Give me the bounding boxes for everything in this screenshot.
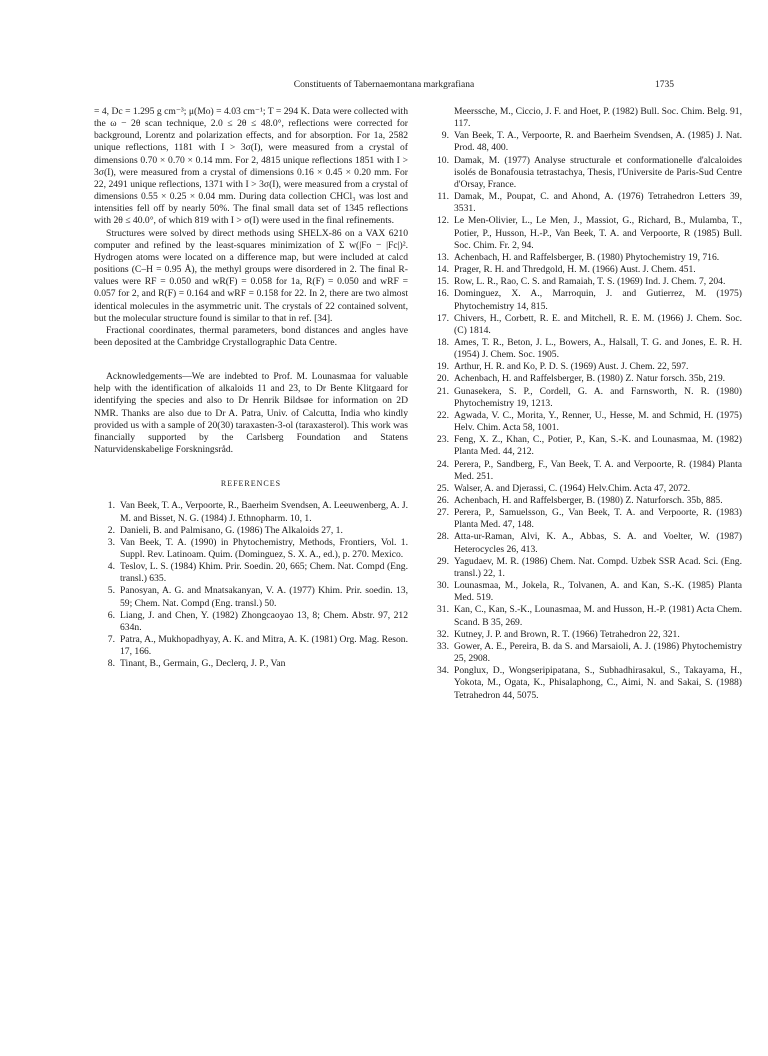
reference-item — [428, 361, 742, 373]
reference-text: Tinant, B., Germain, G., Declerq, J. P., Van — [120, 658, 286, 670]
acknowledgements-paragraph: Acknowledgements—We are indebted to Prof. M. Lounasmaa for valuable help with the identification of alkaloids 11 and 23, to Dr Bente Klitgaard for identifying the species and also to Dr Henrik Bildsøe for information on 2D NMR. Thanks are also due to Dr A. Patra, Univ. of Calcutta, India who kindly provided us with a sample of 20(30) taraxasten-3-ol (taraxasterol). This work was financially supported by the Carlsberg Foundation and Statens Naturvidenskabelige Forskningsråd. — [94, 371, 408, 456]
reference-text: Van Beek, T. A., Verpoorte, R. and Baerheim Svendsen, A. (1985) J. Nat. Prod. 48, 400. — [454, 130, 742, 154]
reference-number: 4. — [107, 561, 115, 573]
reference-number: 26. — [437, 495, 449, 506]
reference-number: 2. — [107, 524, 115, 536]
reference-item — [428, 580, 742, 604]
reference-text: Meerssche, M., Ciccio, J. F. and Hoet, P. (1982) Bull. Soc. Chim. Belg. 91, 117. — [454, 106, 742, 130]
reference-text: Perera, P., Sandberg, F., Van Beek, T. A. and Verpoorte, R. (1984) Planta Med. 251. — [454, 458, 742, 482]
reference-number: 9. — [441, 130, 449, 142]
reference-number: 15. — [437, 276, 449, 288]
reference-item — [428, 313, 742, 337]
reference-text: Damak, M., Poupat, C. and Ahond, A. (1976) Tetrahedron Letters 39, 3531. — [454, 191, 742, 215]
reference-text: Agwada, V. C., Morita, Y., Renner, U., Hesse, M. and Schmid, H. (1975) Helv. Chim. Acta 58, 1001. — [454, 409, 742, 434]
reference-item — [428, 410, 742, 434]
reference-number: 32. — [437, 628, 449, 640]
page-number: 1735 — [655, 80, 674, 90]
reference-item — [428, 556, 742, 580]
reference-text: Patra, A., Mukhopadhyay, A. K. and Mitra, A. K. (1981) Org. Mag. Reson. 17, 166. — [120, 634, 408, 658]
reference-number: 29. — [437, 555, 449, 567]
reference-text: Lounasmaa, M., Jokela, R., Tolvanen, A. and Kan, S.-K. (1985) Planta Med. 519. — [454, 580, 742, 604]
reference-item — [94, 610, 408, 634]
reference-item — [428, 191, 742, 215]
reference-number: 22. — [437, 409, 449, 421]
reference-item — [428, 629, 742, 641]
reference-text: Chivers, H., Corbett, R. E. and Mitchell, R. E. M. (1966) J. Chem. Soc. (C) 1814. — [454, 312, 742, 336]
reference-number: 7. — [107, 634, 115, 646]
reference-text: Walser, A. and Djerassi, C. (1964) Helv.Chim. Acta 47, 2072. — [454, 482, 691, 494]
reference-number: 6. — [107, 609, 115, 621]
reference-item — [428, 434, 742, 458]
reference-text: Achenbach, H. and Raffelsberger, B. (1980) Phytochemistry 19, 716. — [454, 251, 720, 263]
running-title: Constituents of Tabernaemontana markgrafiana — [293, 80, 475, 90]
deposition-paragraph: Fractional coordinates, thermal parameters, bond distances and angles have been deposited at the Cambridge Crystallographic Data Centre. — [94, 324, 408, 348]
reference-text: Kutney, J. P. and Brown, R. T. (1966) Tetrahedron 22, 321. — [454, 628, 680, 640]
reference-item — [428, 665, 742, 701]
reference-text: Achenbach, H. and Raffelsberger, B. (1980) Z. Natur forsch. 35b, 219. — [454, 373, 726, 385]
reference-number: 19. — [437, 361, 449, 373]
reference-item — [428, 215, 742, 251]
reference-text: Van Beek, T. A. (1990) in Phytochemistry, Methods, Frontiers, Vol. 1. Suppl. Rev. Latinoam. Quim. (Dominguez, S. X. A., ed.), p. 270. Mexico. — [120, 536, 408, 560]
reference-item — [428, 337, 742, 361]
reference-item — [94, 525, 408, 537]
reference-text: Arthur, H. R. and Ko, P. D. S. (1969) Aust. J. Chem. 22, 597. — [454, 361, 689, 373]
reference-item — [428, 155, 742, 191]
reference-item — [428, 495, 742, 507]
reference-number: 27. — [437, 507, 449, 519]
reference-item — [428, 604, 742, 628]
reference-item — [428, 276, 742, 288]
reference-text: Liang, J. and Chen, Y. (1982) Zhongcaoyao 13, 8; Chem. Abstr. 97, 212 634n. — [120, 609, 408, 633]
left-column — [94, 106, 408, 671]
reference-text: Kan, C., Kan, S.-K., Lounasmaa, M. and Husson, H.-P. (1981) Acta Chem. Scand. B 35, 269. — [454, 604, 742, 628]
reference-number: 34. — [437, 665, 449, 677]
reference-text: Van Beek, T. A., Verpoorte, R., Baerheim Svendsen, A. Leeuwenberg, A. J. M. and Bisset, N. G. (1984) J. Ethnopharm. 10, 1. — [120, 500, 408, 524]
reference-number: 1. — [107, 500, 115, 512]
reference-number: 8. — [107, 658, 115, 670]
reference-number: 31. — [437, 604, 449, 616]
reference-item — [94, 500, 408, 524]
reference-number: 33. — [437, 640, 449, 652]
references-list-left — [94, 500, 408, 670]
reference-number: 12. — [437, 215, 449, 227]
reference-number: 17. — [437, 312, 449, 324]
reference-number: 10. — [437, 154, 449, 166]
reference-item — [428, 130, 742, 154]
reference-item — [428, 483, 742, 495]
reference-item — [428, 459, 742, 483]
reference-item — [428, 641, 742, 665]
reference-item — [428, 106, 742, 130]
reference-text: Ames, T. R., Beton, J. L., Bowers, A., Halsall, T. G. and Jones, E. R. H. (1954) J. Chem. Soc. 1905. — [454, 336, 742, 361]
reference-number: 13. — [437, 251, 449, 263]
reference-text: Feng, X. Z., Khan, C., Potier, P., Kan, S.-K. and Lounasmaa, M. (1982) Planta Med. 44, 212. — [454, 434, 742, 458]
reference-number: 28. — [437, 531, 449, 543]
reference-text: Ponglux, D., Wongseripipatana, S., Subhadhirasakul, S., Takayama, H., Yokota, M., Ogata, K., Phisalaphong, C., Aimi, N. and Sakai, S. (1988) Tetrahedron 44, 5075. — [454, 665, 742, 701]
reference-item — [94, 537, 408, 561]
reference-number: 21. — [437, 385, 449, 397]
reference-number: 14. — [437, 264, 449, 276]
structure-solution-paragraph: Structures were solved by direct methods using SHELX-86 on a VAX 6210 computer and refined by the least-squares minimization of Σ w(|Fo − |Fc|)². Hydrogen atoms were located on a difference map, but were included at calcd positions (C–H = 0.95 Å), the methyl groups were disordered in 2. The final R-values were RF = 0.050 and wR(F) = 0.058 for 1a, R(F) = 0.050 and wRF = 0.057 for 2, and R(F) = 0.164 and wRF = 0.158 for 22. In 2, there are two almost identical molecules in the asymmetric unit. The crystals of 22 contained solvent, but the molecular structure found is similar to that in ref. [34]. — [94, 227, 408, 324]
reference-text: Row, L. R., Rao, C. S. and Ramaiah, T. S. (1969) Ind. J. Chem. 7, 204. — [454, 276, 726, 288]
reference-item — [428, 252, 742, 264]
crystal-data-paragraph: = 4, Dc = 1.295 g cm⁻³; μ(Mo) = 4.03 cm⁻¹; T = 294 K. Data were collected with the ω − 2θ scan technique, 2.0 ≤ 2θ ≤ 48.0°, reflections were corrected for background, Lorentz and polarization effects, and for absorption. For 1a, 2582 unique reflections, 1181 with I > 3σ(I), were measured from a crystal of dimensions 0.70 × 0.70 × 0.14 mm. For 2, 4815 unique reflections 1851 with I > 3σ(I), were measured from a crystal of dimensions 0.16 × 0.45 × 0.20 mm. For 22, 2491 unique reflections, 1371 with I > 3σ(I), were measured from a crystal of dimensions 0.55 × 0.25 × 0.04 mm. During data collection CHCl₃ was lost and intensities fell off by nearly 50%. The final small data set of 1345 reflections with 2θ ≤ 40.0°, of which 819 with I > σ(I) were used in the final refinements. — [94, 106, 408, 227]
reference-number: 30. — [437, 580, 449, 592]
reference-number: 20. — [437, 373, 449, 385]
reference-text: Gunasekera, S. P., Cordell, G. A. and Farnsworth, N. R. (1980) Phytochemistry 19, 1213. — [454, 385, 742, 409]
reference-text: Dominguez, X. A., Marroquin, J. and Gutierrez, M. (1975) Phytochemistry 14, 815. — [454, 288, 742, 312]
reference-item — [94, 585, 408, 609]
reference-item — [428, 288, 742, 312]
reference-text: Panosyan, A. G. and Mnatsakanyan, V. A. (1977) Khim. Prir. soedin. 13, 59; Chem. Nat. Compd (Eng. transl.) 50. — [120, 585, 408, 609]
reference-item — [428, 264, 742, 276]
reference-text: Atta-ur-Raman, Alvi, K. A., Abbas, S. A. and Voelter, W. (1987) Heterocycles 26, 413. — [454, 531, 742, 555]
reference-text: Damak, M. (1977) Analyse structurale et conformationelle d'alcaloides isolés de Bonafousia tetrastachya, Thesis, l'Universite de Paris-Sud Centre d'Orsay, France. — [454, 154, 742, 190]
reference-number: 24. — [437, 458, 449, 470]
reference-item — [94, 634, 408, 658]
reference-number: 3. — [107, 536, 115, 548]
reference-item — [94, 658, 408, 670]
reference-number: 16. — [437, 288, 449, 300]
reference-number: 11. — [437, 191, 449, 203]
reference-text: Teslov, L. S. (1984) Khim. Prir. Soedin. 20, 665; Chem. Nat. Compd (Eng. transl.) 635. — [120, 561, 408, 585]
reference-number: 5. — [107, 585, 115, 597]
reference-item — [428, 531, 742, 555]
running-header — [0, 80, 768, 94]
reference-number: 25. — [437, 482, 449, 494]
reference-item — [428, 507, 742, 531]
reference-number: 18. — [437, 336, 449, 348]
reference-text: Gower, A. E., Pereira, B. da S. and Marsaioli, A. J. (1986) Phytochemistry 25, 2908. — [454, 640, 742, 665]
references-heading: REFERENCES — [220, 479, 282, 489]
reference-item — [94, 561, 408, 585]
reference-text: Yagudaev, M. R. (1986) Chem. Nat. Compd. Uzbek SSR Acad. Sci. (Eng. transl.) 22, 1. — [454, 555, 742, 579]
reference-text: Le Men-Olivier, L., Le Men, J., Massiot, G., Richard, B., Mulamba, T., Potier, P., Husson, H.-P., Van Beek, T. A. and Verpoorte, R (1985) Bull. Soc. Chim. Fr. 2, 94. — [454, 215, 742, 251]
reference-text: Danieli, B. and Palmisano, G. (1986) The Alkaloids 27, 1. — [120, 524, 343, 536]
reference-item — [428, 386, 742, 410]
reference-number: 23. — [437, 434, 449, 446]
reference-text: Achenbach, H. and Raffelsberger, B. (1980) Z. Naturforsch. 35b, 885. — [454, 495, 723, 506]
reference-number — [428, 106, 454, 130]
right-column — [428, 106, 742, 702]
reference-text: Prager, R. H. and Thredgold, H. M. (1966) Aust. J. Chem. 451. — [454, 264, 696, 276]
reference-text: Perera, P., Samuelsson, G., Van Beek, T. A. and Verpoorte, R. (1983) Planta Med. 47, 148. — [454, 507, 742, 531]
references-list-right — [428, 106, 742, 702]
reference-item — [428, 373, 742, 385]
